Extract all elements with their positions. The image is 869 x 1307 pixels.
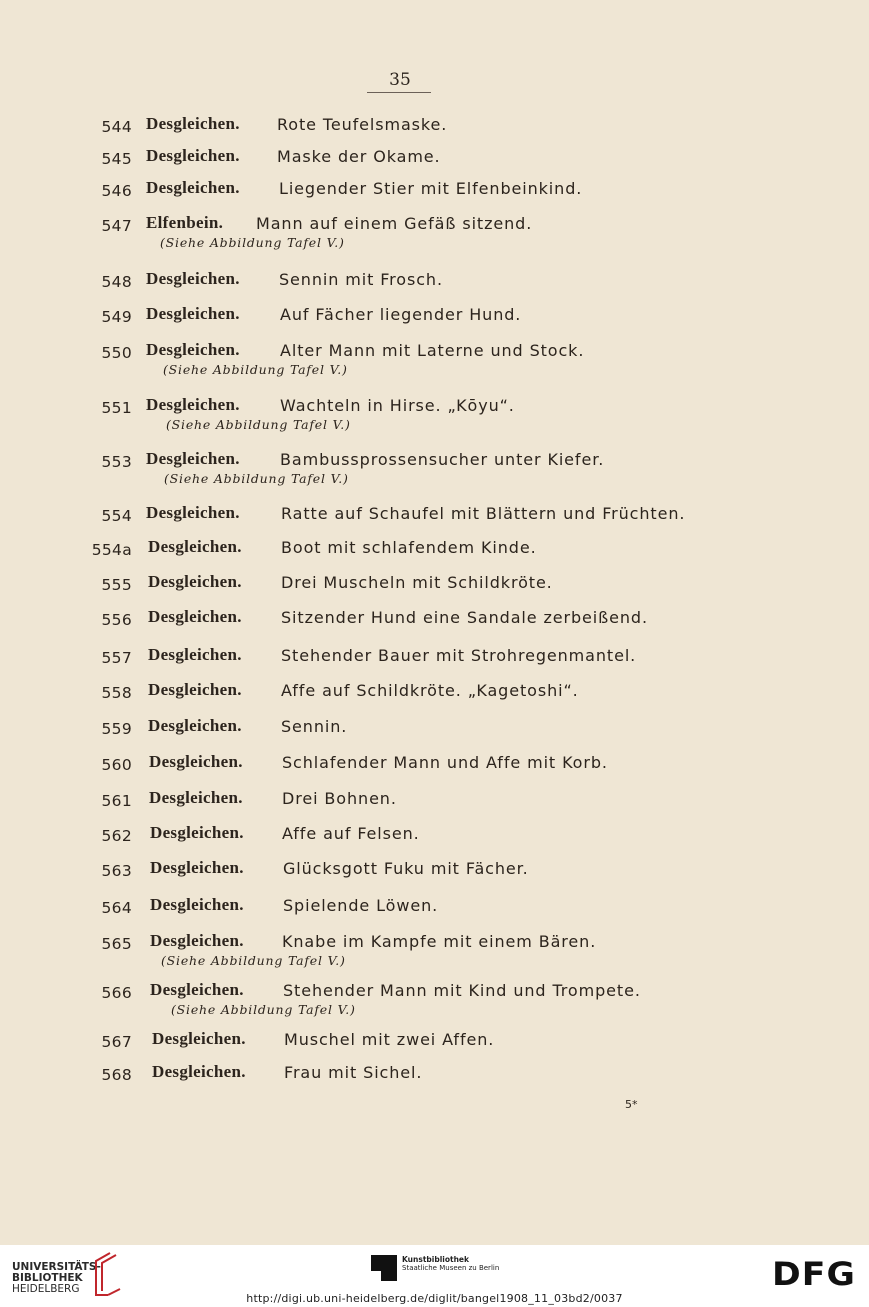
entry-description: Affe auf Schildkröte. „Kagetoshi“. (281, 681, 579, 700)
entry-number: 565 (101, 935, 132, 953)
entry-number: 548 (101, 273, 132, 291)
permalink-url[interactable]: http://digi.ub.uni-heidelberg.de/diglit/bangel1908_11_03bd2/0037 (246, 1292, 623, 1305)
entry-description: Knabe im Kampfe mit einem Bären. (282, 932, 597, 951)
entry-number: 554 (101, 507, 132, 525)
ub-logo-line2: BIBLIOTHEK (12, 1272, 83, 1284)
entry-title: Desgleichen. (148, 607, 242, 626)
dfg-logo-text: DFG (772, 1258, 856, 1288)
entry-title: Desgleichen. (149, 788, 243, 807)
entry-title: Desgleichen. (146, 340, 240, 359)
entry-title: Desgleichen. (150, 895, 244, 914)
entry-title: Desgleichen. (146, 395, 240, 414)
ub-logo-line3: HEIDELBERG (12, 1283, 80, 1295)
entry-description: Drei Muscheln mit Schildkröte. (281, 573, 553, 592)
entry-description: Rote Teufelsmaske. (277, 115, 448, 134)
entry-number: 553 (101, 453, 132, 471)
entry-number: 557 (101, 649, 132, 667)
entry-title: Desgleichen. (148, 645, 242, 664)
footer-bar (0, 1245, 869, 1307)
entry-description: Stehender Bauer mit Strohregenmantel. (281, 646, 637, 665)
entry-number: 546 (101, 182, 132, 200)
entry-description: Wachteln in Hirse. „Kōyu“. (280, 396, 515, 415)
entry-title: Desgleichen. (150, 858, 244, 877)
entry-number: 549 (101, 308, 132, 326)
entry-number: 561 (101, 792, 132, 810)
entry-number: 554a (91, 541, 132, 559)
entry-plate-reference: (Siehe Abbildung Tafel V.) (161, 953, 346, 968)
entry-number: 556 (101, 611, 132, 629)
entry-title: Desgleichen. (148, 572, 242, 591)
entry-number: 560 (101, 756, 132, 774)
entry-title: Desgleichen. (152, 1029, 246, 1048)
page-number-rule (367, 92, 431, 93)
entry-number: 566 (101, 984, 132, 1002)
entry-title: Desgleichen. (146, 304, 240, 323)
kunstbibliothek-logo[interactable] (402, 1255, 499, 1273)
entry-description: Frau mit Sichel. (284, 1063, 423, 1082)
entry-description: Auf Fächer liegender Hund. (280, 305, 522, 324)
entry-title: Desgleichen. (150, 980, 244, 999)
entry-plate-reference: (Siehe Abbildung Tafel V.) (163, 362, 348, 377)
entry-description: Muschel mit zwei Affen. (284, 1030, 495, 1049)
entry-description: Ratte auf Schaufel mit Blättern und Früchten. (281, 504, 686, 523)
entry-number: 558 (101, 684, 132, 702)
entry-description: Drei Bohnen. (282, 789, 397, 808)
entry-title: Desgleichen. (148, 716, 242, 735)
entry-title: Desgleichen. (146, 178, 240, 197)
entry-number: 547 (101, 217, 132, 235)
entry-plate-reference: (Siehe Abbildung Tafel V.) (160, 235, 345, 250)
page-number: 35 (389, 70, 411, 90)
entry-description: Affe auf Felsen. (282, 824, 420, 843)
entry-number: 564 (101, 899, 132, 917)
entry-description: Boot mit schlafendem Kinde. (281, 538, 537, 557)
entry-title: Desgleichen. (146, 114, 240, 133)
entry-title: Desgleichen. (146, 146, 240, 165)
kunstbibliothek-logo-icon (371, 1255, 397, 1281)
entry-title: Desgleichen. (146, 449, 240, 468)
entry-description: Sitzender Hund eine Sandale zerbeißend. (281, 608, 648, 627)
entry-title: Desgleichen. (152, 1062, 246, 1081)
entry-title: Desgleichen. (148, 680, 242, 699)
entry-number: 559 (101, 720, 132, 738)
entry-description: Stehender Mann mit Kind und Trompete. (283, 981, 641, 1000)
entry-title: Elfenbein. (146, 213, 224, 232)
entry-title: Desgleichen. (146, 269, 240, 288)
sheet-signature: 5* (625, 1098, 638, 1111)
entry-number: 555 (101, 576, 132, 594)
entry-number: 567 (101, 1033, 132, 1051)
entry-description: Glücksgott Fuku mit Fächer. (283, 859, 529, 878)
entry-number: 563 (101, 862, 132, 880)
entry-title: Desgleichen. (150, 931, 244, 950)
entry-number: 568 (101, 1066, 132, 1084)
entry-plate-reference: (Siehe Abbildung Tafel V.) (164, 471, 349, 486)
entry-description: Schlafender Mann und Affe mit Korb. (282, 753, 608, 772)
entry-title: Desgleichen. (146, 503, 240, 522)
entry-plate-reference: (Siehe Abbildung Tafel V.) (171, 1002, 356, 1017)
kb-logo-line2: Staatliche Museen zu Berlin (402, 1264, 500, 1272)
entry-description: Spielende Löwen. (283, 896, 439, 915)
entry-description: Bambussprossensucher unter Kiefer. (280, 450, 605, 469)
entry-description: Liegender Stier mit Elfenbeinkind. (279, 179, 583, 198)
entry-title: Desgleichen. (149, 752, 243, 771)
entry-number: 550 (101, 344, 132, 362)
ub-logo-line1: UNIVERSITÄTS- (12, 1261, 101, 1273)
entry-number: 551 (101, 399, 132, 417)
entry-description: Alter Mann mit Laterne und Stock. (280, 341, 585, 360)
entry-description: Sennin. (281, 717, 348, 736)
entry-number: 544 (101, 118, 132, 136)
entry-title: Desgleichen. (148, 537, 242, 556)
dfg-logo[interactable] (772, 1258, 858, 1288)
entry-plate-reference: (Siehe Abbildung Tafel V.) (166, 417, 351, 432)
entry-number: 562 (101, 827, 132, 845)
entry-description: Mann auf einem Gefäß sitzend. (256, 214, 533, 233)
kb-logo-line1: Kunstbibliothek (402, 1255, 470, 1264)
entry-number: 545 (101, 150, 132, 168)
entry-title: Desgleichen. (150, 823, 244, 842)
entry-description: Sennin mit Frosch. (279, 270, 443, 289)
entry-description: Maske der Okame. (277, 147, 441, 166)
